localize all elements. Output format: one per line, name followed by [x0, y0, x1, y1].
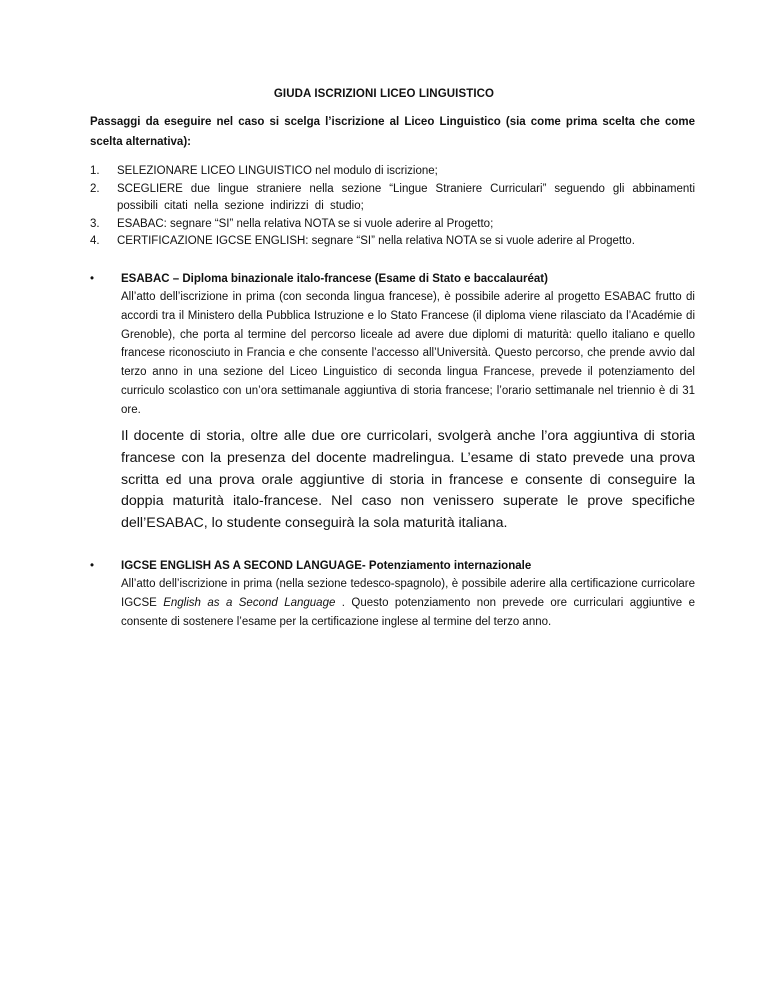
list-number: 2. — [90, 182, 100, 195]
bullet-icon: • — [90, 560, 95, 572]
intro-paragraph: Passaggi da eseguire nel caso si scelga l’iscrizione al Liceo Linguistico (sia come prima scelta che come scelta alternativa): — [90, 116, 695, 148]
section-heading: IGCSE ENGLISH AS A SECOND LANGUAGE- Potenziamento internazionale — [121, 560, 532, 572]
list-item — [90, 163, 695, 181]
list-item-text: CERTIFICAZIONE IGCSE ENGLISH: segnare “SI” nella relativa NOTA se si vuole aderire al Progetto. — [117, 235, 635, 247]
list-item — [90, 181, 695, 216]
section-heading: ESABAC – Diploma binazionale italo-francese (Esame di Stato e baccalauréat) — [121, 273, 548, 285]
body-text: All’atto dell’iscrizione in prima (nella sezione tedesco-spagnolo), è possibile aderire alla certificazione curricolare IGCSE — [121, 578, 695, 609]
list-item-text: SCEGLIERE due lingue straniere nella sezione “Lingue Straniere Curriculari” seguendo gli abbinamenti possibili citati nella sezione indirizzi di studio; — [117, 182, 695, 212]
bullet-icon: • — [90, 273, 95, 285]
steps-list — [90, 163, 695, 251]
list-item-text: ESABAC: segnare “SI” nella relativa NOTA se si vuole aderire al Progetto; — [117, 217, 494, 230]
list-item — [90, 216, 695, 234]
italic-term: English as a Second Language — [163, 596, 336, 609]
section-body — [121, 575, 695, 631]
list-item-text: SELEZIONARE LICEO LINGUISTICO nel modulo di iscrizione; — [117, 165, 438, 177]
list-number: 3. — [90, 217, 100, 230]
list-number: 4. — [90, 235, 100, 247]
section-body: All’atto dell’iscrizione in prima (con seconda lingua francese), è possibile aderire al progetto ESABAC frutto di accordi tra il Ministero della Pubblica Istruzione e lo Stato Francese (il diploma viene rilasciato da l’Académie di Grenoble), che porta al termine del percorso liceale ad avere due diplomi di maturità: quello italiano e quello francese riconosciuto in Francia e che consente l’accesso all’Università. Questo percorso, che prende avvio dal terzo anno in una sezione del Liceo Linguistico di seconda lingua Francese, prevede il potenziamento del curriculo scolastico con un’ora settimanale aggiuntiva di storia francese; l’orario settimanale nel triennio è di 31 ore. — [121, 291, 695, 416]
list-number: 1. — [90, 165, 100, 177]
list-item — [90, 233, 695, 251]
document-title: GIUDA ISCRIZIONI LICEO LINGUISTICO — [273, 88, 495, 100]
section-body-large: Il docente di storia, oltre alle due ore curricolari, svolgerà anche l’ora aggiuntiva di storia francese con la presenza del docente madrelingua. L’esame di stato prevede una prova scritta ed una prova orale aggiuntive di storia in francese e consente di conseguire la doppia maturità italo-francese. Nel caso non venissero superate le prove specifiche dell’ESABAC, lo studente conseguirà la sola maturità italiana. — [121, 428, 695, 532]
body-text: . Questo potenziamento non prevede ore curriculari aggiuntive e consente di sostenere l’esame per la certificazione inglese al termine del terzo anno. — [121, 596, 695, 628]
